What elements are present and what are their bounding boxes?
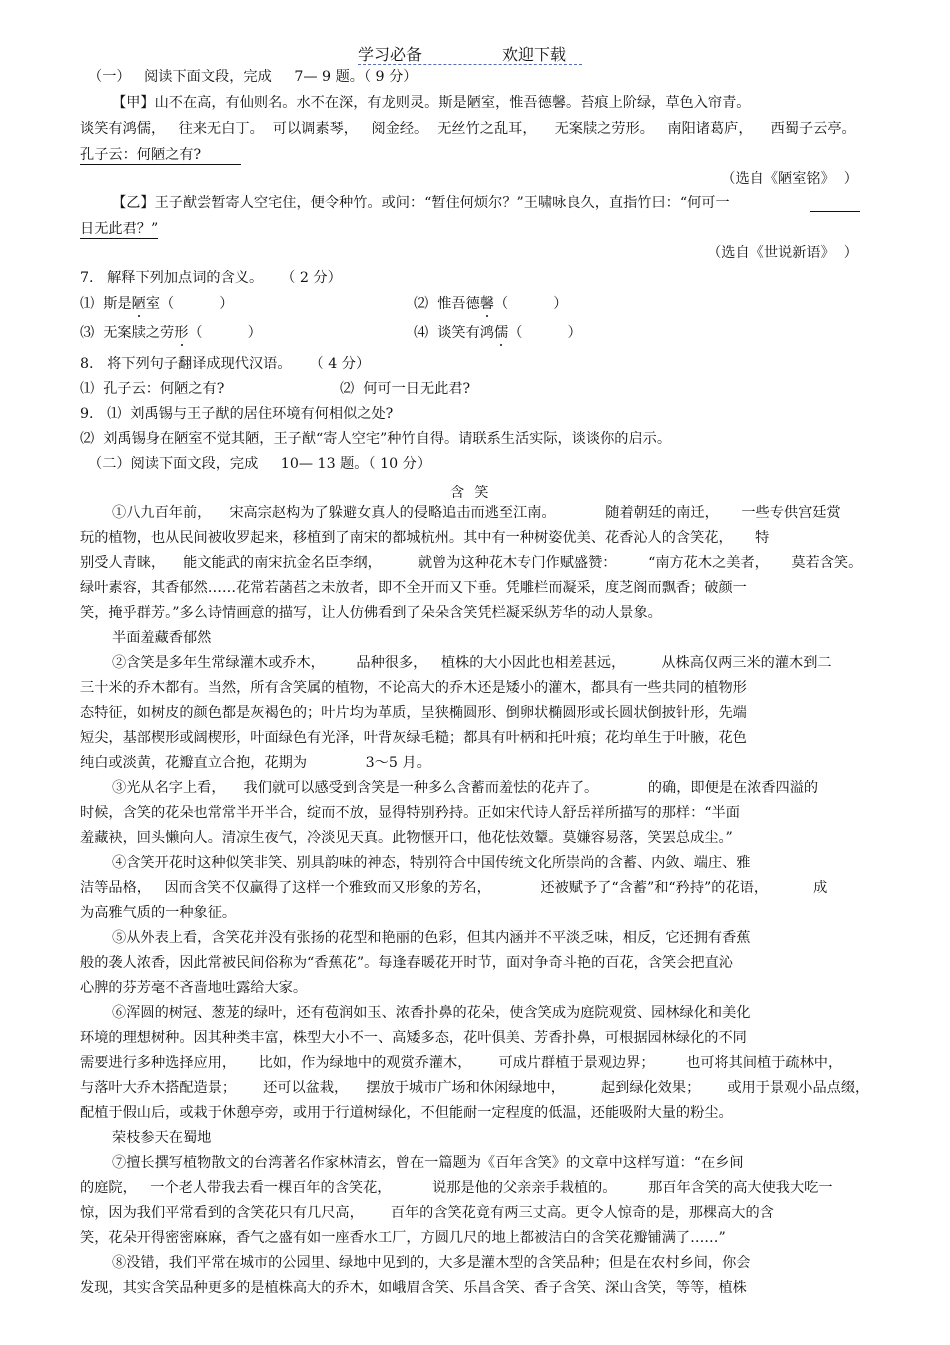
q7-dotted-word: 儒 [494, 325, 509, 341]
article-line: 为高雅气质的一种象征。 [80, 905, 237, 921]
question-9-part-2: ⑵ 刘禹锡身在陋室不觉其陋，王子猷“寄人空宅”种竹自得。请联系生活实际，谈谈你的启示。 [80, 431, 672, 447]
article-line: 半面羞藏香郁然 [112, 630, 212, 646]
article-line: 心脾的芬芳毫不吝啬地吐露给大家。 [80, 980, 308, 996]
part2-heading: （二）阅读下面文段，完成 10— 13 题。（ 10 分） [88, 456, 432, 472]
article-title: 含笑 [450, 485, 499, 501]
q7-item-4 [414, 323, 582, 343]
article-line: 羞藏袂，回头懒向人。清凉生夜气，冷淡见天真。此物惬开口，他花怯效颦。莫嫌容易落，笑罢总成尘。” [80, 830, 733, 846]
jia-quote-underlined: 孔子云：何陋之有? [80, 147, 241, 165]
article-line: 绿叶素容，其香郁然……花常若菡萏之未放者，即不全开而又下垂。凭雕栏而凝采，度芝阁而飘香；破颜一 [80, 580, 747, 596]
question-8: 8. 将下列句子翻译成现代汉语。 （ 4 分） [80, 356, 371, 372]
article-line: 时候，含笑的花朵也常常半开半合，绽而不放，显得特别矜持。正如宋代诗人舒岳祥所描写的那样：“半面 [80, 805, 740, 821]
article-line: 荣枝参天在蜀地 [112, 1130, 212, 1146]
q7-item-number: ⑶ [80, 325, 95, 341]
q7-item-1 [80, 294, 234, 314]
q7-item-text: 惟吾德 [437, 296, 480, 312]
article-line: 洁等品格， 因而含笑不仅赢得了这样一个雅致而又形象的芳名， 还被赋予了“含蓄”和“矜持”的花语， 成 [80, 880, 828, 896]
article-line: ①八九百年前， 宋高宗赵构为了躲避女真人的侵略追击而逃至江南。 随着朝廷的南迁， 一些专供宫廷赏 [112, 505, 841, 521]
article-line: ⑦擅长撰写植物散文的台湾著名作家林清玄，曾在一篇题为《百年含笑》的文章中这样写道：“在乡间 [112, 1155, 744, 1171]
article-line: ③光从名字上看， 我们就可以感受到含笑是一种多么含蓄而羞怯的花卉了。 的确，即便是在浓香四溢的 [112, 780, 819, 796]
q7-item-blank: （ ） [188, 325, 262, 341]
jia-source: （选自《陋室铭》 ） [721, 171, 858, 187]
part1-heading: （一） 阅读下面文段，完成 7— 9 题。（ 9 分） [88, 69, 418, 85]
jia-line-2: 谈笑有鸿儒， 往来无白丁。 可以调素琴， 阅金经。 无丝竹之乱耳， 无案牍之劳形。 南阳诸葛庐， 西蜀子云亭。 [80, 121, 856, 137]
page-header [358, 42, 582, 64]
q8-item-2: ⑵ 何可一日无此君? [340, 381, 471, 397]
article-line: 的庭院， 一个老人带我去看一棵百年的含笑花， 说那是他的父亲亲手栽植的。 那百年含笑的高大使我大吃一 [80, 1180, 833, 1196]
article-line: 三十米的乔木都有。当然，所有含笑属的植物，不论高大的乔木还是矮小的灌木，都具有一些共同的植物形 [80, 680, 747, 696]
article-line: ④含笑开花时这种似笑非笑、别具韵味的神态，特别符合中国传统文化所崇尚的含蓄、内敛、端庄、雅 [112, 855, 751, 871]
q7-item-number: ⑵ [414, 296, 429, 312]
yi-quote-underlined: 日无此君？” [80, 221, 159, 237]
q7-item-2 [414, 294, 568, 314]
article-line: 笑，花朵开得密密麻麻，香气之盛有如一座香水工厂，方圆几尺的地上都被洁白的含笑花瓣铺满了……” [80, 1230, 726, 1246]
article-line: 需要进行多种选择应用， 比如，作为绿地中的观赏乔灌木， 可成片群植于景观边界； 也可将其间植于疏林中， [80, 1055, 843, 1071]
q7-item-blank: （ ） [508, 325, 582, 341]
article-line: ⑥浑圆的树冠、葱茏的绿叶，还有苞润如玉、浓香扑鼻的花朵，使含笑成为庭院观赏、园林绿化和美化 [112, 1005, 751, 1021]
article-line: ②含笑是多年生常绿灌木或乔木， 品种很多， 植株的大小因此也相差甚远， 从株高仅两三米的灌木到二 [112, 655, 832, 671]
q7-item-blank: 室（ ） [145, 296, 234, 312]
jia-line-3 [80, 145, 241, 165]
article-line: 短尖，基部楔形或阔楔形，叶面绿色有光泽，叶背灰绿毛糙；都具有叶柄和托叶痕；花均单生于叶腋，花色 [80, 730, 747, 746]
article-line: 与落叶大乔木搭配造景； 还可以盆栽， 摆放于城市广场和休闲绿地中， 起到绿化效果； 或用于景观小品点缀， [80, 1080, 870, 1096]
q7-dotted-word: 形 [174, 325, 189, 341]
article-line: 笑，掩乎群芳。”多么诗情画意的描写，让人仿佛看到了朵朵含笑凭栏凝采纵芳华的动人景象。 [80, 605, 662, 621]
article-line: 态特征，如树皮的颜色都是灰褐色的；叶片均为革质，呈狭椭圆形、倒卵状椭圆形或长圆状倒披针形，先端 [80, 705, 747, 721]
question-7: 7. 解释下列加点词的含义。 （ 2 分） [80, 270, 342, 286]
q7-item-text: 斯是 [103, 296, 132, 312]
q8-item-1: ⑴ 孔子云：何陋之有? [80, 381, 225, 397]
q7-dotted-word: 馨 [479, 296, 495, 312]
q7-item-text: 无案牍之劳 [103, 325, 175, 341]
article-line: 别受人青睐， 能文能武的南宋抗金名臣李纲， 就曾为这种花木专门作赋盛赞： “南方花木之美者， 莫若含笑。 [80, 555, 863, 571]
q7-item-blank: （ ） [494, 296, 568, 312]
yi-line-1: 【乙】王子猷尝暂寄人空宅住，便令种竹。或问：“暂住何烦尔？”王啸咏良久，直指竹曰：“何可一 [112, 195, 730, 211]
article-line: 般的袭人浓香，因此常被民间俗称为“香蕉花”。每逢春暖花开时节，面对争奇斗艳的百花，含笑会把直沁 [80, 955, 733, 971]
article-line: 玩的植物，也从民间被收罗起来，移植到了南宋的都城杭州。其中有一种树姿优美、花香沁人的含笑花， 特 [80, 530, 770, 546]
yi-source: （选自《世说新语》 ） [707, 245, 858, 261]
q7-item-number: ⑷ [414, 325, 429, 341]
question-9-part-1: 9. ⑴ 刘禹锡与王子猷的居住环境有何相似之处? [80, 406, 394, 422]
article-line: ⑤从外表上看，含笑花并没有张扬的花型和艳丽的色彩，但其内涵并不平淡乏味，相反，它还拥有香蕉 [112, 930, 751, 946]
article-line: 环境的理想树种。因其种类丰富，株型大小不一、高矮多态，花叶俱美、芳香扑鼻，可根据园林绿化的不同 [80, 1030, 747, 1046]
article-line: 惊，因为我们平常看到的含笑花只有几尺高， 百年的含笑花竟有两三丈高。更令人惊奇的是，那棵高大的含 [80, 1205, 774, 1221]
header-right-text: 欢迎下载 [502, 45, 567, 64]
article-line: 发现，其实含笑品种更多的是植株高大的乔木，如峨眉含笑、乐昌含笑、香子含笑、深山含笑，等等，植株 [80, 1280, 747, 1296]
yi-line-2 [80, 219, 158, 239]
jia-line-1: 【甲】山不在高，有仙则名。水不在深，有龙则灵。斯是陋室，惟吾德馨。苔痕上阶绿，草色入帘青。 [112, 95, 751, 111]
article-line: 配植于假山后，或栽于休憩亭旁，或用于行道树绿化，不但能耐一定程度的低温，还能吸附大量的粉尘。 [80, 1105, 733, 1121]
q7-dotted-word: 陋 [131, 296, 146, 312]
header-left-text: 学习必备 [358, 45, 423, 64]
article-line: 纯白或淡黄，花瓣直立合抱，花期为 3～5 月。 [80, 755, 431, 771]
q7-item-text: 谈笑有鸿 [437, 325, 494, 341]
q7-item-number: ⑴ [80, 296, 95, 312]
yi-blank-line [810, 211, 860, 212]
article-line: ⑧没错，我们平常在城市的公园里、绿地中见到的，大多是灌木型的含笑品种；但是在农村乡间，你会 [112, 1255, 751, 1271]
q7-item-3 [80, 323, 262, 343]
header-dashed-rule [358, 64, 582, 65]
